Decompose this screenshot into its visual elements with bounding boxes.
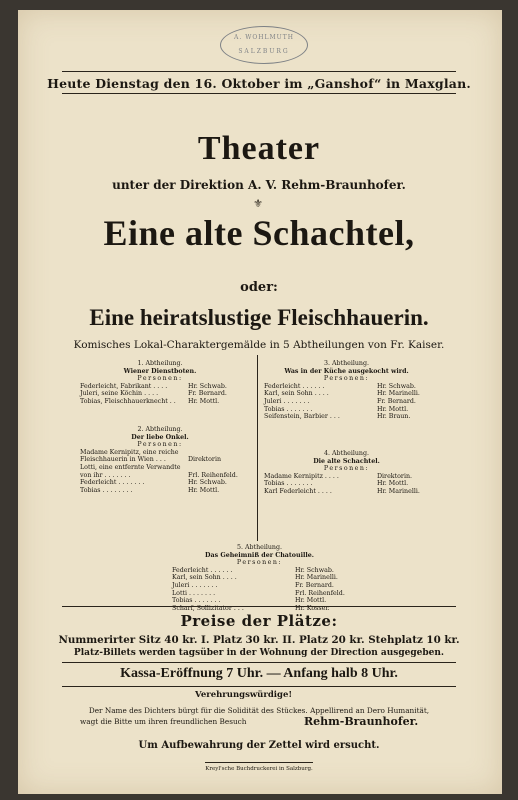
kassa-rule-bottom [62, 686, 456, 687]
act-title: Der liebe Onkel. [131, 433, 189, 441]
actor-name: Frl. Reihenfeld. [295, 589, 345, 597]
act-label: 3. Abtheilung. [323, 360, 370, 367]
actor-name: Hr. Marinelli. [377, 390, 420, 398]
stamp-line-2: SALZBURG [238, 48, 290, 55]
role-name: Juleri . . . . . . . [172, 581, 218, 589]
act-label: 4. Abtheilung. [323, 450, 370, 457]
role-name: Karl Federleicht . . . . [264, 487, 332, 495]
cast-row [80, 398, 240, 406]
ornament-icon: ⚜ [253, 197, 265, 210]
act-title: Das Geheimniß der Chatouille. [205, 551, 314, 559]
cast-row [264, 398, 429, 406]
actor-name: Hr. Braun. [377, 413, 411, 421]
headline: Heute Dienstag den 16. Oktober im „Ganshof“ in Maxglan. [47, 76, 471, 91]
role-name: Federleicht . . . . . . [172, 566, 233, 574]
act-5 [172, 544, 347, 612]
role-name: Lotti . . . . . . . [172, 589, 216, 597]
act-label: 2. Abtheilung. [137, 426, 183, 433]
role-name: Karl, sein Sohn . . . . [172, 574, 237, 582]
cast-row [172, 582, 347, 590]
actor-name: Hr. Marinelli. [295, 574, 338, 582]
cast-row [264, 390, 429, 398]
top-rule [62, 71, 456, 72]
role-name: Federleicht . . . . . . . [80, 479, 145, 487]
printer-line: Kreyl'sche Buchdruckerei in Salzburg. [205, 766, 313, 772]
play-subtitle-title: Eine heiratslustige Fleischhauerin. [89, 305, 429, 330]
kassa-rule-top [62, 662, 456, 663]
salutation: Verehrungswürdige! [195, 690, 293, 700]
tickets-line: Platz-Billets werden tagsüber in der Wohnung der Direction ausgegeben. [73, 648, 445, 658]
actor-name: Direktorin. [377, 472, 413, 480]
cast-row [264, 406, 429, 414]
role-name: Federleicht . . . . . . [264, 382, 325, 390]
role-name: Juleri, seine Köchin . . . . [80, 390, 159, 398]
prices-line: Nummerirter Sitz 40 kr. I. Platz 30 kr. II. Platz 20 kr. Stehplatz 10 kr. [58, 634, 460, 646]
actor-name: Frl. Reihenfeld. [188, 471, 238, 479]
signature: Rehm-Braunhofer. [304, 715, 419, 728]
actor-name: Fr. Bernard. [377, 397, 416, 405]
cast-row [172, 590, 347, 598]
appeal-line-2: wagt die Bitte um ihren freundlichen Besuch [80, 717, 247, 726]
personen-label: Personen: [236, 559, 283, 567]
act-1 [80, 360, 240, 406]
cast-row [264, 383, 429, 391]
role-name: Tobias . . . . . . . [264, 405, 313, 413]
personen-label: Personen: [137, 441, 183, 449]
role-name: Madame Kernipitz . . . . [264, 472, 339, 480]
actor-name: Hr. Schwab. [377, 382, 416, 390]
cast-row [264, 413, 429, 421]
act-2 [80, 426, 240, 494]
column-divider [257, 355, 258, 541]
cast-row [264, 488, 429, 496]
act-title: Wiener Dienstboten. [123, 367, 197, 375]
stamp-line-1: A. WOHLMUTH [234, 34, 294, 41]
role-name: Tobias . . . . . . . . [80, 486, 133, 494]
role-name: von ihr . . . . . . . [80, 471, 131, 479]
cast-row [172, 567, 347, 575]
role-name: Lotti, eine entfernte Verwandte [80, 463, 181, 471]
actor-name: Hr. Mottl. [377, 405, 409, 413]
act-title: Die alte Schachtel. [313, 457, 380, 465]
prices-rule-top [62, 606, 456, 607]
role-name: Tobias . . . . . . . [172, 597, 221, 605]
cast-row [80, 479, 240, 487]
prices-heading: Preise der Plätze: [180, 612, 338, 630]
actor-name: Direktorin [188, 456, 222, 464]
actor-name: Hr. Mottl. [295, 597, 327, 605]
act-title: Was in der Küche ausgekocht wird. [284, 367, 409, 375]
role-name: Scharf, Sollizitator . . . [172, 604, 244, 612]
play-title: Eine alte Schachtel, [103, 213, 415, 253]
personen-label: Personen: [323, 375, 370, 383]
cast-row [264, 480, 429, 488]
actor-name [188, 449, 240, 457]
role-name: Juleri . . . . . . . [264, 397, 310, 405]
cast-row [80, 456, 240, 464]
cast-row [80, 487, 240, 495]
cast-row [80, 464, 240, 472]
oder-line: oder: [240, 280, 278, 295]
actor-name: Hr. Schwab. [188, 382, 227, 390]
actor-name: Hr. Marinelli. [377, 487, 420, 495]
cast-row [80, 383, 240, 391]
cast-row [172, 574, 347, 582]
appeal-line-1: Der Name des Dichters bürgt für die Solidität des Stückes. Appellirend an Dero Humanität, [88, 706, 430, 715]
library-stamp [220, 26, 308, 64]
actor-name: Hr. Schwab. [295, 566, 334, 574]
genre-line: Komisches Lokal-Charaktergemälde in 5 Abtheilungen von Fr. Kaiser. [73, 339, 445, 351]
cast-row [172, 597, 347, 605]
act-3 [264, 360, 429, 421]
act-label: 1. Abtheilung. [137, 360, 183, 367]
actor-name: Hr. Mottl. [377, 480, 409, 488]
actor-name: Hr. Kosser. [295, 604, 330, 612]
actor-name: Fr. Bernard. [188, 390, 227, 398]
role-name: Seifenstein, Barbier . . . [264, 413, 340, 421]
printer-rule [205, 762, 313, 763]
actor-name: Fr. Bernard. [295, 581, 334, 589]
kassa-line: Kassa-Eröffnung 7 Uhr. — Anfang halb 8 Uhr. [120, 666, 398, 681]
theater-title: Theater [197, 130, 321, 167]
direktion-line: unter der Direktion A. V. Rehm-Braunhofer. [112, 178, 406, 192]
role-name: Fleischhauerin in Wien . . . [80, 456, 166, 464]
actor-name [188, 464, 240, 472]
cast-row [80, 449, 240, 457]
role-name: Tobias . . . . . . . [264, 480, 313, 488]
headline-rule [62, 93, 456, 94]
actor-name: Hr. Mottl. [188, 486, 220, 494]
keep-notice: Um Aufbewahrung der Zettel wird ersucht. [138, 740, 380, 751]
role-name: Madame Kernipitz, eine reiche [80, 448, 179, 456]
role-name: Tobias, Fleischhauerknecht . . [80, 397, 176, 405]
personen-label: Personen: [137, 375, 183, 383]
personen-label: Personen: [323, 465, 370, 473]
actor-name: Hr. Schwab. [188, 479, 227, 487]
act-4 [264, 450, 429, 496]
cast-row [80, 472, 240, 480]
cast-row [264, 473, 429, 481]
role-name: Karl, sein Sohn . . . . [264, 390, 329, 398]
cast-row [80, 390, 240, 398]
act-label: 5. Abtheilung. [236, 544, 283, 551]
role-name: Federleicht, Fabrikant . . . . [80, 382, 168, 390]
actor-name: Hr. Mottl. [188, 397, 220, 405]
